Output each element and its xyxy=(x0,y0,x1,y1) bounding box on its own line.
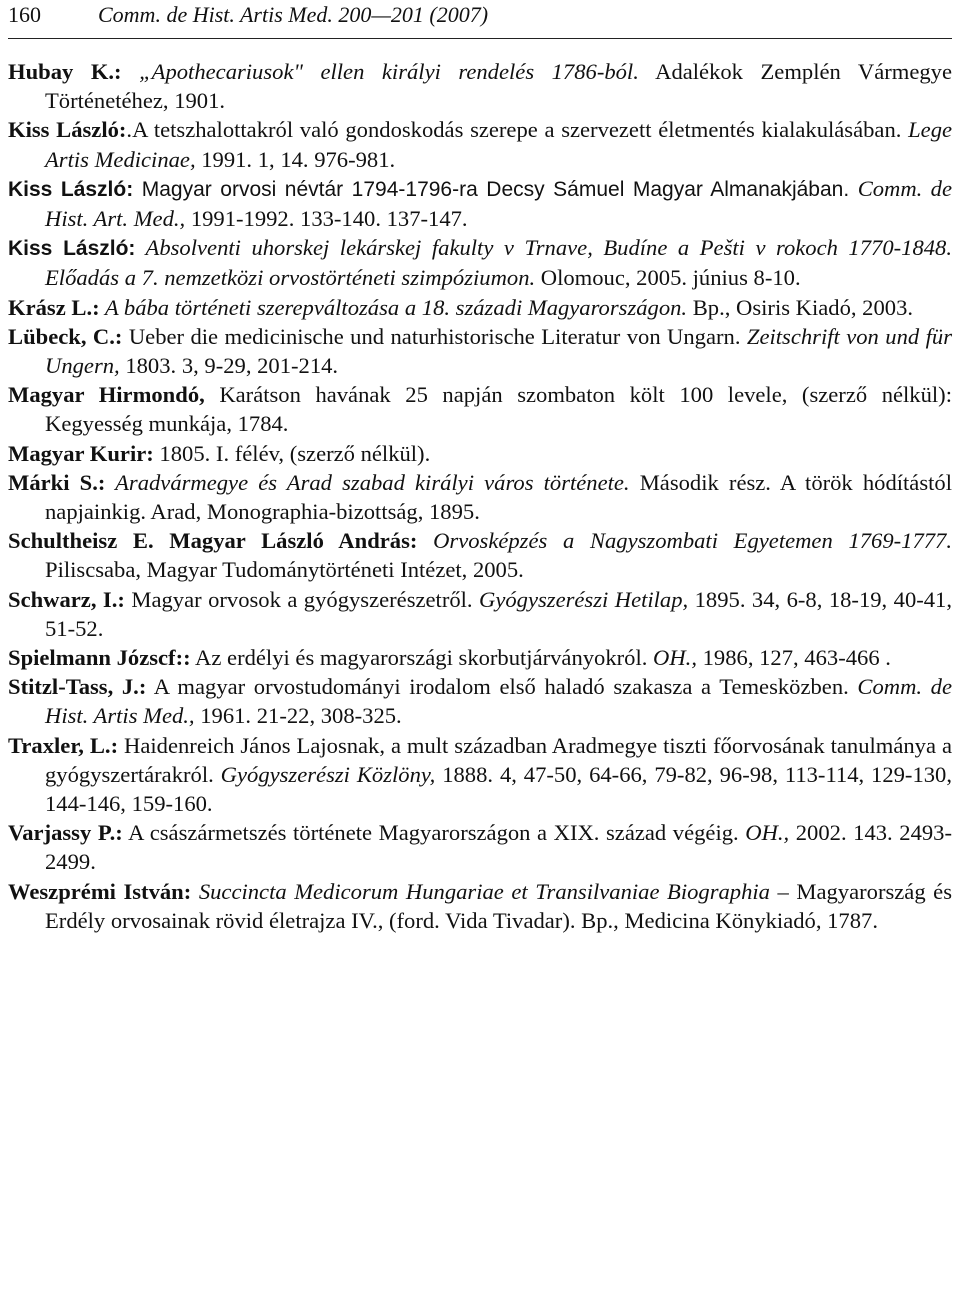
reference-title-italic: Zeitschrift von und für Ungern, xyxy=(45,323,952,379)
reference-author: Kiss László: xyxy=(8,117,127,143)
reference-author: Varjassy P.: xyxy=(8,820,123,846)
reference-author: Schultheisz E. Magyar László András: xyxy=(8,528,418,554)
reference-text: Második rész. A török hódítástól napjainkig. Arad, Monographia-bizottság, 1895. xyxy=(45,469,952,525)
reference-entry xyxy=(8,115,952,173)
running-journal-title: Comm. de Hist. Artis Med. 200—201 (2007) xyxy=(98,2,489,27)
reference-text: Karátson havának 25 napján szombaton költ 100 levele, (szerző nélkül): Kegyesség munkája, 1784. xyxy=(45,382,952,437)
reference-title-italic: Orvosképzés a Nagyszombati Egyetemen 1769-1777. xyxy=(417,528,952,554)
reference-title-italic: OH., xyxy=(745,820,790,846)
reference-title-italic: Absolventi uhorskej lekárskej fakulty v Trnave, Budíne a Pešti v rokoch 1770-1848. Előadás a 7. nemzetközi orvostörténeti szimpóziumon. xyxy=(45,235,952,291)
reference-text: .A tetszhalottakról való gondoskodás szerepe a szervezett életmentés kialakulásában. xyxy=(126,117,909,143)
reference-text: 1961. 21-22, 308-325. xyxy=(194,703,402,729)
reference-title-italic: OH., xyxy=(653,645,697,671)
reference-author: Stitzl-Tass, J.: xyxy=(8,674,147,700)
reference-entry xyxy=(8,643,952,672)
reference-entry xyxy=(8,233,952,292)
reference-author: Kiss László: xyxy=(8,237,136,261)
reference-title-italic: „Apothecariusok" ellen királyi rendelés 1786-ból. xyxy=(121,59,639,84)
reference-text: 1991. 1, 14. 976-981. xyxy=(195,146,396,172)
reference-entry xyxy=(8,57,952,115)
reference-entry xyxy=(8,468,952,526)
reference-text: Bp., Osiris Kiadó, 2003. xyxy=(687,294,914,320)
reference-entry xyxy=(8,439,952,468)
reference-author: Spielmann Józscf:: xyxy=(8,645,191,671)
reference-title-italic: Aradvármegye és Arad szabad királyi város története. xyxy=(105,469,630,495)
reference-entry xyxy=(8,585,952,643)
reference-title-italic: Comm. de Hist. Art. Med., xyxy=(45,175,952,232)
reference-author: Krász L.: xyxy=(8,294,100,320)
reference-title-italic: Lege Artis Medicinae, xyxy=(45,117,953,172)
reference-text: 1805. I. félév, (szerző nélkül). xyxy=(153,440,431,466)
page-header xyxy=(8,2,952,36)
reference-author: Márki S.: xyxy=(8,469,106,495)
reference-entry xyxy=(8,380,952,438)
page-number: 160 xyxy=(8,2,41,27)
reference-author: Weszprémi István: xyxy=(8,878,192,904)
reference-text: Magyar orvosi névtár 1794-1796-ra Decsy Sámuel Magyar Almanakjában. xyxy=(133,177,858,201)
reference-entry xyxy=(8,877,952,935)
reference-entry xyxy=(8,293,952,322)
reference-text: 2002. 143. 2493-2499. xyxy=(45,820,952,875)
reference-text: Adalékok Zemplén Vármegye Történetéhez, 1901. xyxy=(45,59,952,114)
reference-text: 1991-1992. 133-140. 137-147. xyxy=(185,206,468,232)
header-rule xyxy=(8,38,952,39)
reference-entry xyxy=(8,731,952,819)
reference-entry xyxy=(8,818,952,876)
reference-entry xyxy=(8,174,952,233)
reference-text: 1895. 34, 6-8, 18-19, 40-41, 51-52. xyxy=(45,586,953,641)
reference-list xyxy=(8,57,952,935)
reference-text: 1803. 3, 9-29, 201-214. xyxy=(119,353,339,379)
reference-author: Hubay K.: xyxy=(8,59,122,84)
reference-title-italic: A bába történeti szerepváltozása a 18. századi Magyarországon. xyxy=(99,294,688,320)
reference-author: Magyar Hirmondó, xyxy=(8,382,205,408)
reference-title-italic: Comm. de Hist. Artis Med., xyxy=(45,674,952,729)
reference-author: Schwarz, I.: xyxy=(8,586,125,612)
reference-text: A magyar orvostudományi irodalom első haladó szakasza a Temesközben. xyxy=(146,674,858,700)
reference-text: Ueber die medicinische und naturhistorische Literatur von Ungarn. xyxy=(122,323,747,349)
reference-title-italic: Gyógyszerészi Hetilap, xyxy=(479,586,689,612)
reference-title-italic: Succincta Medicorum Hungariae et Transilvaniae Biographia xyxy=(191,878,770,904)
reference-author: Lübeck, C.: xyxy=(8,323,123,349)
reference-text: 1986, 127, 463-466 . xyxy=(696,645,891,671)
reference-entry xyxy=(8,672,952,730)
reference-title-italic: Gyógyszerészi Közlöny, xyxy=(220,761,436,787)
reference-entry xyxy=(8,526,952,584)
reference-entry xyxy=(8,322,952,380)
reference-text: 1888. 4, 47-50, 64-66, 79-82, 96-98, 113-114, 129-130, 144-146, 159-160. xyxy=(45,761,953,817)
reference-author: Traxler, L.: xyxy=(8,732,119,758)
reference-author: Magyar Kurir: xyxy=(8,440,154,466)
reference-text: Magyar orvosok a gyógyszerészetről. xyxy=(124,586,480,612)
reference-author: Kiss László: xyxy=(8,177,134,201)
reference-text: – Magyarország és Erdély orvosainak rövid életrajza IV., (ford. Vida Tivadar). Bp., Medicina Könykiadó, 1787. xyxy=(45,878,952,933)
reference-text: A császármetszés története Magyarországon a XIX. század végéig. xyxy=(122,820,746,846)
reference-text: Olomouc, 2005. június 8-10. xyxy=(535,265,801,291)
reference-text: Piliscsaba, Magyar Tudománytörténeti Intézet, 2005. xyxy=(45,557,524,583)
reference-text: Az erdélyi és magyarországi skorbutjárványokról. xyxy=(190,645,654,671)
reference-text: Haidenreich János Lajosnak, a mult században Aradmegye tiszti főorvosának tanulmánya a gyógyszertárakról. xyxy=(45,732,952,787)
